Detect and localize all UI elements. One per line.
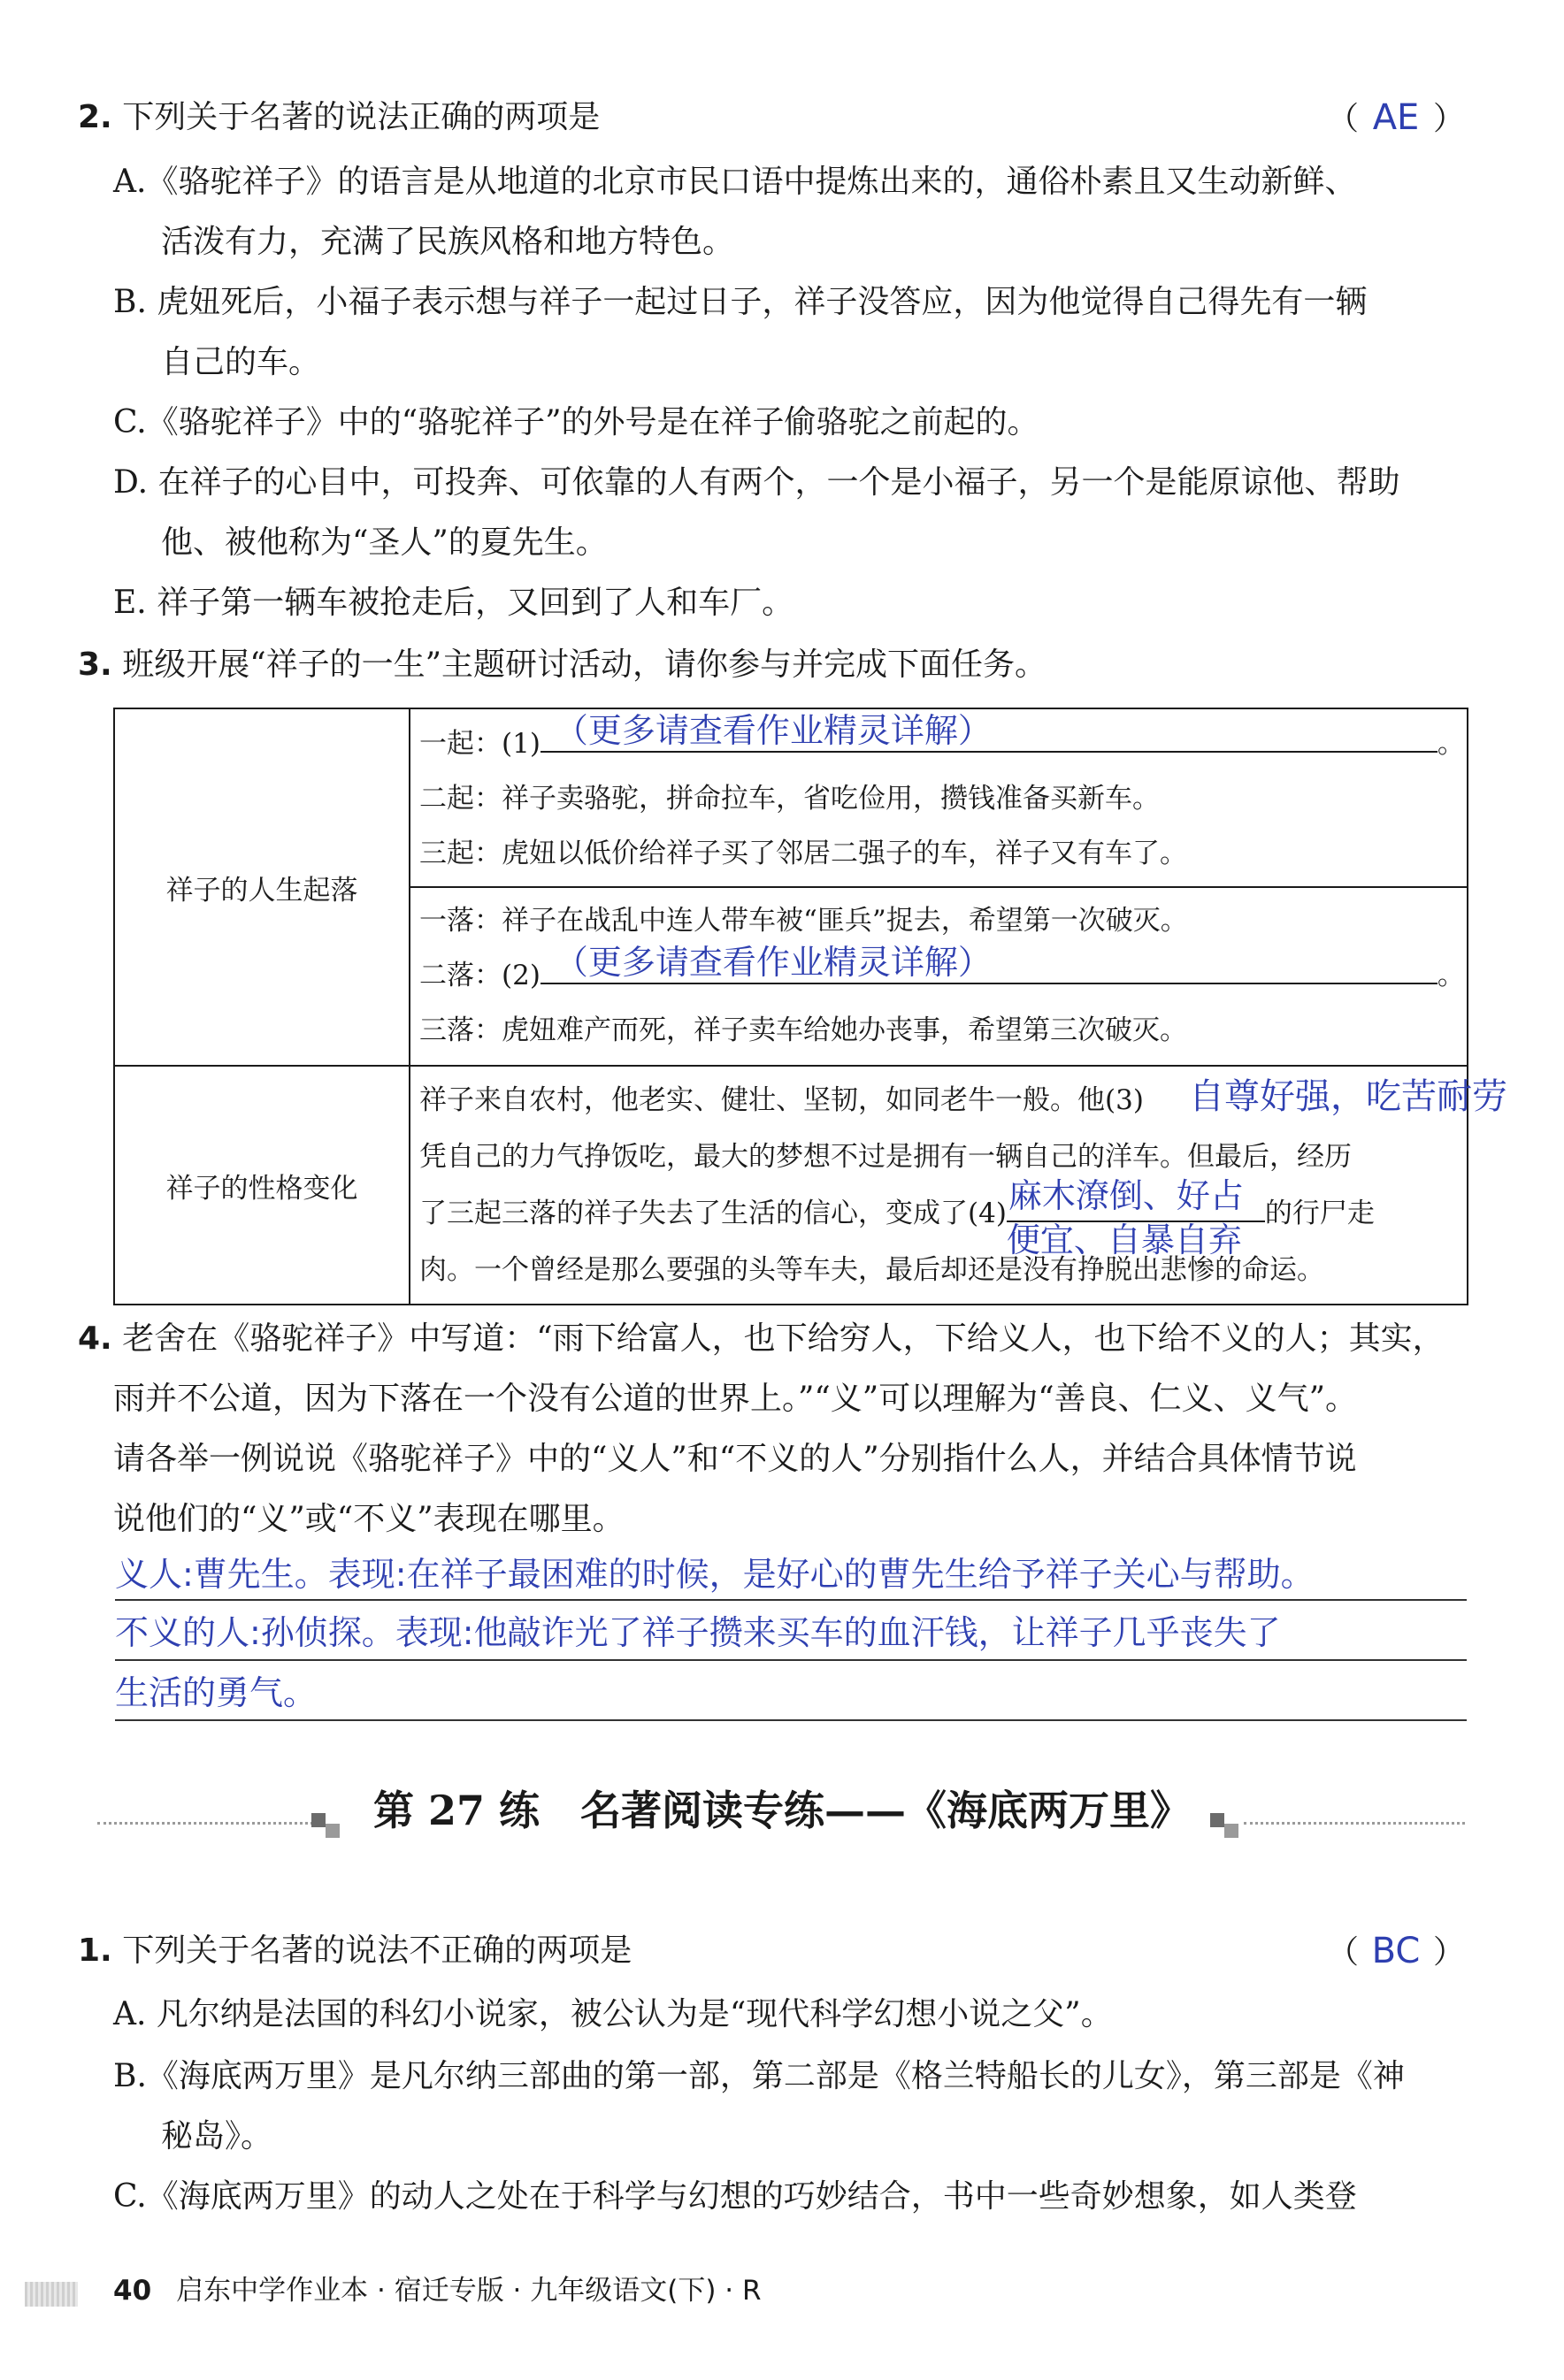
fall-2-answer: （更多请查看作业精灵详解） bbox=[554, 943, 992, 982]
section-divider-right bbox=[1244, 1822, 1465, 1828]
q2-option-d-line2: 他、被他称为“圣人”的夏先生。 bbox=[161, 524, 608, 561]
row-label-personality-change: 祥子的性格变化 bbox=[114, 1066, 410, 1305]
footer-text: 启东中学作业本 · 宿迁专版 · 九年级语文(下) · R bbox=[176, 2275, 762, 2307]
bracket-right: ） bbox=[1433, 101, 1466, 137]
q4-line-4: 说他们的“义”或“不义”表现在哪里。 bbox=[113, 1501, 625, 1537]
q4-answer-line-1: 义人:曹先生。表现:在祥子最困难的时候，是好心的曹先生给予祥子关心与帮助。 bbox=[115, 1555, 1315, 1594]
q2-answer: AE bbox=[1372, 97, 1420, 138]
char-line-3-text: 了三起三落的祥子失去了生活的信心，变成了(4) bbox=[419, 1198, 1007, 1229]
q2-option-b-line1: B. 虎妞死后，小福子表示想与祥子一起过日子，祥子没答应，因为他觉得自己得先有一辆 bbox=[113, 284, 1368, 320]
page-number: 40 bbox=[113, 2275, 152, 2307]
fall-2-prefix: 二落：(2) bbox=[419, 960, 540, 991]
s1-answer: BC bbox=[1371, 1931, 1421, 1971]
fall-1: 一落：祥子在战乱中连人带车被“匪兵”捉去，希望第一次破灭。 bbox=[419, 905, 1188, 937]
personality-cell bbox=[410, 1066, 1507, 1305]
char-line-4: 肉。一个曾经是那么要强的头等车夫，最后却还是没有挣脱出悲惨的命运。 bbox=[419, 1254, 1324, 1286]
s1-option-a: A. 凡尔纳是法国的科幻小说家，被公认为是“现代科学幻想小说之父”。 bbox=[113, 1996, 1113, 2032]
s1-option-b-line1: B.《海底两万里》是凡尔纳三部曲的第一部，第二部是《格兰特船长的儿女》，第三部是《神 bbox=[113, 2058, 1405, 2094]
answer-4-blank[interactable] bbox=[1006, 1176, 1265, 1259]
q3-stem bbox=[78, 642, 1046, 688]
s1-number: 1. bbox=[78, 1932, 112, 1969]
fall-2-blank[interactable] bbox=[540, 943, 1438, 984]
s1-stem bbox=[78, 1928, 632, 1974]
char-line-2: 凭自己的力气挣饭吃，最大的梦想不过是拥有一辆自己的洋车。但最后，经历 bbox=[419, 1141, 1352, 1173]
q3-table bbox=[113, 708, 1507, 1305]
rises-block bbox=[410, 709, 1467, 888]
answer-4-part-2: 便宜、自暴自弃 bbox=[1006, 1221, 1242, 1259]
ups-downs-cell bbox=[410, 708, 1468, 1066]
q4-line-1-text: 老舍在《骆驼祥子》中写道：“雨下给富人，也下给穷人，下给义人，也下给不义的人；其实， bbox=[122, 1320, 1445, 1357]
q4-line-1 bbox=[78, 1316, 1445, 1362]
bracket-left: （ bbox=[1327, 1934, 1360, 1971]
section-deco-right bbox=[1210, 1813, 1224, 1827]
fall-3: 三落：虎妞难产而死，祥子卖车给她办丧事，希望第三次破灭。 bbox=[419, 1014, 1187, 1046]
row-label-life-ups-downs: 祥子的人生起落 bbox=[114, 708, 410, 1066]
section-deco-right-2 bbox=[1224, 1824, 1238, 1838]
page-footer bbox=[113, 2271, 762, 2310]
fall-2-period: 。 bbox=[1437, 960, 1465, 991]
s1-stem-text: 下列关于名著的说法不正确的两项是 bbox=[122, 1932, 632, 1969]
char-line-3 bbox=[410, 1176, 1467, 1259]
bracket-left: （ bbox=[1327, 101, 1360, 137]
rise-3: 三起：虎妞以低价给祥子买了邻居二强子的车，祥子又有车了。 bbox=[419, 838, 1187, 869]
q4-line-2: 雨并不公道，因为下落在一个没有公道的世界上。”“义”可以理解为“善良、仁义、义气”。 bbox=[113, 1381, 1358, 1417]
bracket-right: ） bbox=[1433, 1934, 1466, 1971]
fall-2 bbox=[410, 943, 1467, 1003]
q2-option-a-line1: A.《骆驼祥子》的语言是从地道的北京市民口语中提炼出来的，通俗朴素且又生动新鲜、 bbox=[113, 164, 1357, 200]
s1-option-b-line2: 秘岛》。 bbox=[161, 2118, 273, 2154]
char-line-1 bbox=[410, 1072, 1507, 1129]
q2-answer-bracket bbox=[1327, 95, 1465, 142]
answer-3: 自尊好强，吃苦耐劳 bbox=[1189, 1076, 1507, 1117]
q2-option-b-line2: 自己的车。 bbox=[161, 344, 321, 380]
q4-answer-line-3: 生活的勇气。 bbox=[115, 1673, 318, 1712]
q3-stem-text: 班级开展“祥子的一生”主题研讨活动，请你参与并完成下面任务。 bbox=[122, 647, 1046, 683]
rise-2: 二起：祥子卖骆驼，拼命拉车，省吃俭用，攒钱准备买新车。 bbox=[419, 783, 1160, 815]
rise-1-blank[interactable] bbox=[540, 711, 1438, 753]
q2-option-c: C.《骆驼祥子》中的“骆驼祥子”的外号是在祥子偷骆驼之前起的。 bbox=[113, 404, 1039, 440]
q4-line-3: 请各举一例说说《骆驼祥子》中的“义人”和“不义的人”分别指什么人，并结合具体情节说 bbox=[113, 1441, 1357, 1477]
q2-stem bbox=[78, 95, 600, 141]
falls-block bbox=[410, 888, 1467, 1065]
page-number-bar bbox=[25, 2282, 78, 2307]
q2-option-d-line1: D. 在祥子的心目中，可投奔、可依靠的人有两个，一个是小福子，另一个是能原谅他、帮助 bbox=[113, 464, 1400, 501]
q4-answer-rule-3 bbox=[115, 1719, 1467, 1721]
s1-answer-bracket bbox=[1327, 1928, 1465, 1976]
q2-option-a-line2: 活泼有力，充满了民族风格和地方特色。 bbox=[161, 224, 735, 260]
q4-number: 4. bbox=[78, 1320, 112, 1357]
s1-option-c-line1: C.《海底两万里》的动人之处在于科学与幻想的巧妙结合，书中一些奇妙想象，如人类登 bbox=[113, 2178, 1357, 2215]
q4-answer-rule-1 bbox=[115, 1599, 1467, 1601]
answer-4-part-1: 麻木潦倒、好占 bbox=[1008, 1176, 1244, 1215]
q2-stem-text: 下列关于名著的说法正确的两项是 bbox=[122, 99, 601, 135]
q3-number: 3. bbox=[78, 647, 112, 683]
char-line-3-suffix: 的行尸走 bbox=[1264, 1198, 1375, 1229]
q2-option-e: E. 祥子第一辆车被抢走后，又回到了人和车厂。 bbox=[113, 585, 794, 621]
q2-number: 2. bbox=[78, 99, 112, 135]
char-line-1-text: 祥子来自农村，他老实、健壮、坚韧，如同老牛一般。他(3) bbox=[419, 1084, 1144, 1116]
section-title: 第 27 练 名著阅读专练——《海底两万里》 bbox=[372, 1787, 1192, 1834]
rise-1 bbox=[410, 711, 1467, 771]
rise-1-prefix: 一起：(1) bbox=[419, 728, 540, 760]
q4-answer-rule-2 bbox=[115, 1659, 1467, 1661]
rise-1-period: 。 bbox=[1437, 728, 1465, 760]
rise-1-answer: （更多请查看作业精灵详解） bbox=[554, 711, 992, 750]
q4-answer-line-2: 不义的人:孙侦探。表现:他敲诈光了祥子攒来买车的血汗钱，让祥子几乎丧失了 bbox=[115, 1613, 1281, 1652]
